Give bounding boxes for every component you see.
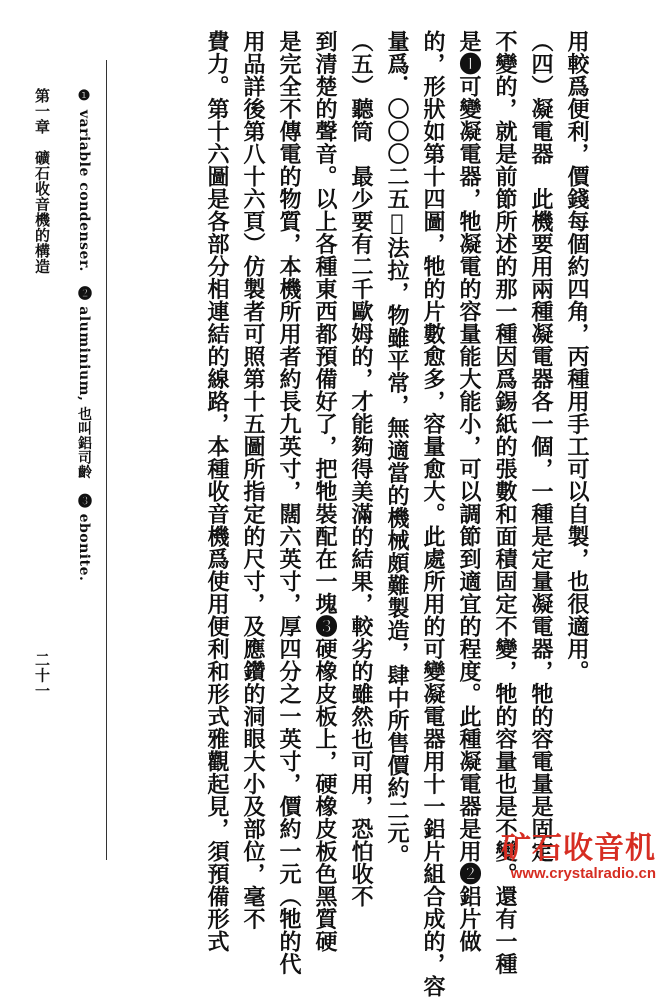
text-column-6: 量爲．〇〇〇二五𢛱法拉，物雖平常，無適當的機械頗難製造，肆中所售價約二元。 [384, 30, 410, 867]
text-column-10: 用品詳後第八十六頁）仿製者可照第十五圖所指定的尺寸，及應鑽的洞眼大小及部位，毫不 [240, 30, 266, 930]
page-number: 二十一 [33, 652, 51, 699]
text-column-11: 費力。第十六圖是各部分相連結的線路，本種收音機爲使用便利和形式雅觀起見，須預備形式 [204, 30, 230, 953]
text-column-9: 是完全不傳電的物質，本機所用者約長九英寸，闊六英寸，厚四分之一英寸，價約一元（牠的代 [276, 30, 302, 975]
text-column-1: 用較爲便利，價錢每個約四角，丙種用手工可以自製，也很適用。 [564, 30, 590, 683]
text-column-8: 到清楚的聲音。以上各種東西都預備好了，把牠裝配在一塊❸硬橡皮板上，硬橡皮板色黑質硬 [312, 30, 338, 953]
watermark-url: www.crystalradio.cn [510, 865, 656, 882]
text-column-5: 的，形狀如第十四圖，牠的片數愈多，容量愈大。此處所用的可變凝電器用十一鋁片組合成的，容 [420, 30, 446, 998]
text-column-4: 是❶可變凝電器，牠凝電的容量能大能小，可以調節到適宜的程度。此種凝電器是用❷鋁片做 [456, 30, 482, 953]
chapter-header: 第一章 礦石收音機的構造 [33, 88, 51, 274]
footnote-rule [106, 60, 107, 860]
text-column-3: 不變的，就是前節所述的那一種因爲錫紙的張數和面積固定不變，牠的容量也是不變。還有一種 [492, 30, 518, 975]
watermark [501, 832, 656, 882]
text-column-7: （五）聽筒 最少要有二千歐姆的，才能夠得美滿的結果，較劣的雖然也可用，恐怕收不 [348, 30, 374, 908]
text-column-2: （四）凝電器 此機要用兩種凝電器各一個，一種是定量凝電器，牠的容電量是固定 [528, 30, 554, 863]
watermark-text: 矿石收音机 [501, 831, 656, 866]
footnote: ❶ variable condenser. ❷ aluminium, 也叫鋁司齡 ❸ ebonite. [76, 88, 92, 582]
